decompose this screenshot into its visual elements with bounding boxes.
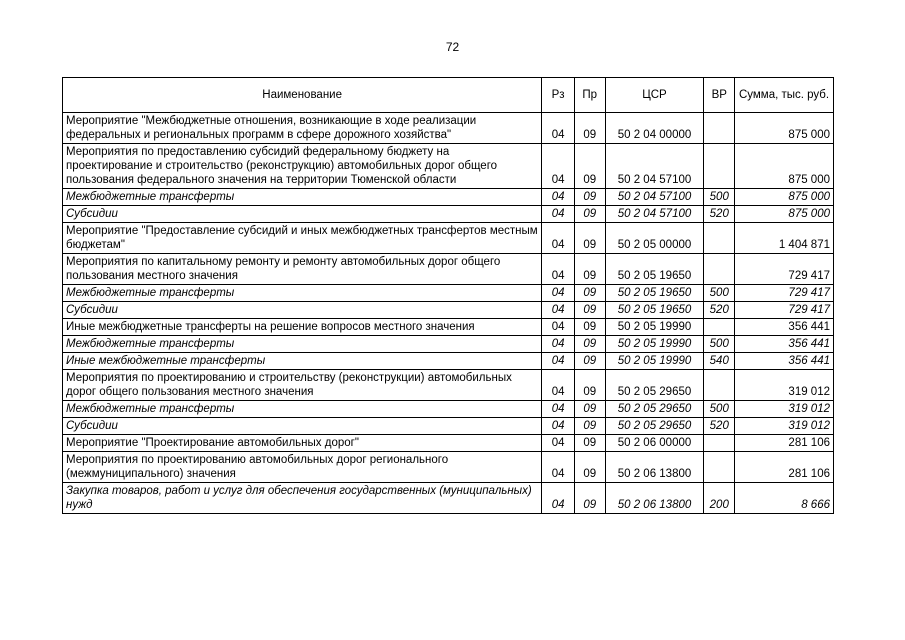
cell-rz: 04 (542, 336, 575, 353)
cell-vr: 520 (704, 206, 735, 223)
cell-rz: 04 (542, 206, 575, 223)
cell-sum: 875 000 (735, 144, 834, 189)
header-vr: ВР (704, 78, 735, 113)
table-row (63, 144, 834, 189)
table-row (63, 483, 834, 514)
cell-vr (704, 144, 735, 189)
cell-rz: 04 (542, 254, 575, 285)
cell-name: Мероприятия по предоставлению субсидий федеральному бюджету на проектирование и строительство (реконструкцию) автомобильных дорог общего пользования федерального значения на территории Тюменской области (63, 144, 542, 189)
cell-rz: 04 (542, 483, 575, 514)
budget-table (62, 77, 834, 514)
cell-vr: 500 (704, 401, 735, 418)
cell-pr: 09 (574, 254, 605, 285)
cell-pr: 09 (574, 319, 605, 336)
cell-name: Мероприятие "Предоставление субсидий и иных межбюджетных трансфертов местным бюджетам" (63, 223, 542, 254)
cell-name: Мероприятие "Межбюджетные отношения, возникающие в ходе реализации федеральных и региональных программ в сфере дорожного хозяйства" (63, 113, 542, 144)
cell-sum: 875 000 (735, 206, 834, 223)
cell-sum: 319 012 (735, 401, 834, 418)
cell-vr (704, 452, 735, 483)
cell-rz: 04 (542, 144, 575, 189)
cell-pr: 09 (574, 113, 605, 144)
cell-vr: 500 (704, 285, 735, 302)
cell-sum: 319 012 (735, 370, 834, 401)
cell-sum: 356 441 (735, 353, 834, 370)
cell-pr: 09 (574, 285, 605, 302)
cell-vr (704, 370, 735, 401)
cell-rz: 04 (542, 353, 575, 370)
cell-rz: 04 (542, 113, 575, 144)
table-row (63, 223, 834, 254)
cell-rz: 04 (542, 189, 575, 206)
table-row (63, 401, 834, 418)
cell-rz: 04 (542, 452, 575, 483)
cell-sum: 875 000 (735, 113, 834, 144)
cell-csr: 50 2 05 19990 (605, 336, 704, 353)
table-row (63, 302, 834, 319)
cell-csr: 50 2 04 57100 (605, 189, 704, 206)
cell-csr: 50 2 05 19650 (605, 285, 704, 302)
cell-vr (704, 319, 735, 336)
cell-sum: 281 106 (735, 452, 834, 483)
cell-pr: 09 (574, 435, 605, 452)
cell-pr: 09 (574, 483, 605, 514)
cell-sum: 356 441 (735, 319, 834, 336)
table-row (63, 370, 834, 401)
cell-pr: 09 (574, 353, 605, 370)
cell-vr: 500 (704, 336, 735, 353)
cell-pr: 09 (574, 189, 605, 206)
cell-name: Межбюджетные трансферты (63, 189, 542, 206)
cell-vr: 200 (704, 483, 735, 514)
header-csr: ЦСР (605, 78, 704, 113)
cell-csr: 50 2 04 57100 (605, 206, 704, 223)
cell-rz: 04 (542, 302, 575, 319)
cell-sum: 319 012 (735, 418, 834, 435)
cell-pr: 09 (574, 418, 605, 435)
cell-pr: 09 (574, 370, 605, 401)
table-row (63, 285, 834, 302)
cell-vr (704, 254, 735, 285)
cell-csr: 50 2 05 00000 (605, 223, 704, 254)
header-name: Наименование (63, 78, 542, 113)
cell-csr: 50 2 04 57100 (605, 144, 704, 189)
cell-name: Субсидии (63, 206, 542, 223)
cell-vr: 520 (704, 418, 735, 435)
cell-name: Мероприятия по проектированию автомобильных дорог регионального (межмуниципального) значения (63, 452, 542, 483)
cell-rz: 04 (542, 285, 575, 302)
cell-name: Межбюджетные трансферты (63, 336, 542, 353)
cell-rz: 04 (542, 223, 575, 254)
cell-rz: 04 (542, 370, 575, 401)
table-row (63, 353, 834, 370)
cell-vr (704, 223, 735, 254)
cell-name: Закупка товаров, работ и услуг для обеспечения государственных (муниципальных) нужд (63, 483, 542, 514)
cell-csr: 50 2 05 19990 (605, 319, 704, 336)
cell-sum: 356 441 (735, 336, 834, 353)
cell-sum: 729 417 (735, 302, 834, 319)
cell-rz: 04 (542, 319, 575, 336)
table-row (63, 336, 834, 353)
cell-pr: 09 (574, 144, 605, 189)
cell-sum: 729 417 (735, 285, 834, 302)
cell-rz: 04 (542, 435, 575, 452)
table-row (63, 452, 834, 483)
cell-sum: 8 666 (735, 483, 834, 514)
cell-rz: 04 (542, 418, 575, 435)
table-row (63, 319, 834, 336)
table-row (63, 206, 834, 223)
table-row (63, 189, 834, 206)
cell-vr: 520 (704, 302, 735, 319)
cell-csr: 50 2 06 00000 (605, 435, 704, 452)
cell-csr: 50 2 04 00000 (605, 113, 704, 144)
cell-csr: 50 2 05 29650 (605, 370, 704, 401)
cell-vr: 540 (704, 353, 735, 370)
cell-pr: 09 (574, 336, 605, 353)
table-row (63, 254, 834, 285)
cell-vr (704, 435, 735, 452)
cell-name: Субсидии (63, 418, 542, 435)
table-row (63, 435, 834, 452)
table-row (63, 113, 834, 144)
cell-name: Мероприятия по проектированию и строительству (реконструкции) автомобильных дорог общего пользования местного значения (63, 370, 542, 401)
cell-vr (704, 113, 735, 144)
header-sum: Сумма, тыс. руб. (735, 78, 834, 113)
cell-sum: 729 417 (735, 254, 834, 285)
cell-vr: 500 (704, 189, 735, 206)
cell-pr: 09 (574, 206, 605, 223)
cell-name: Межбюджетные трансферты (63, 401, 542, 418)
table-row (63, 418, 834, 435)
cell-csr: 50 2 05 29650 (605, 401, 704, 418)
cell-name: Межбюджетные трансферты (63, 285, 542, 302)
header-pr: Пр (574, 78, 605, 113)
cell-sum: 875 000 (735, 189, 834, 206)
cell-csr: 50 2 06 13800 (605, 452, 704, 483)
header-rz: Рз (542, 78, 575, 113)
cell-sum: 1 404 871 (735, 223, 834, 254)
cell-csr: 50 2 05 19990 (605, 353, 704, 370)
cell-csr: 50 2 05 19650 (605, 302, 704, 319)
cell-name: Мероприятия по капитальному ремонту и ремонту автомобильных дорог общего пользования местного значения (63, 254, 542, 285)
cell-pr: 09 (574, 401, 605, 418)
cell-rz: 04 (542, 401, 575, 418)
cell-sum: 281 106 (735, 435, 834, 452)
cell-name: Иные межбюджетные трансферты на решение вопросов местного значения (63, 319, 542, 336)
cell-csr: 50 2 05 29650 (605, 418, 704, 435)
cell-name: Иные межбюджетные трансферты (63, 353, 542, 370)
table-header-row (63, 78, 834, 113)
cell-pr: 09 (574, 223, 605, 254)
page-number: 72 (445, 40, 460, 54)
cell-pr: 09 (574, 302, 605, 319)
cell-pr: 09 (574, 452, 605, 483)
cell-csr: 50 2 05 19650 (605, 254, 704, 285)
cell-csr: 50 2 06 13800 (605, 483, 704, 514)
cell-name: Мероприятие "Проектирование автомобильных дорог" (63, 435, 542, 452)
table-body (63, 113, 834, 514)
cell-name: Субсидии (63, 302, 542, 319)
